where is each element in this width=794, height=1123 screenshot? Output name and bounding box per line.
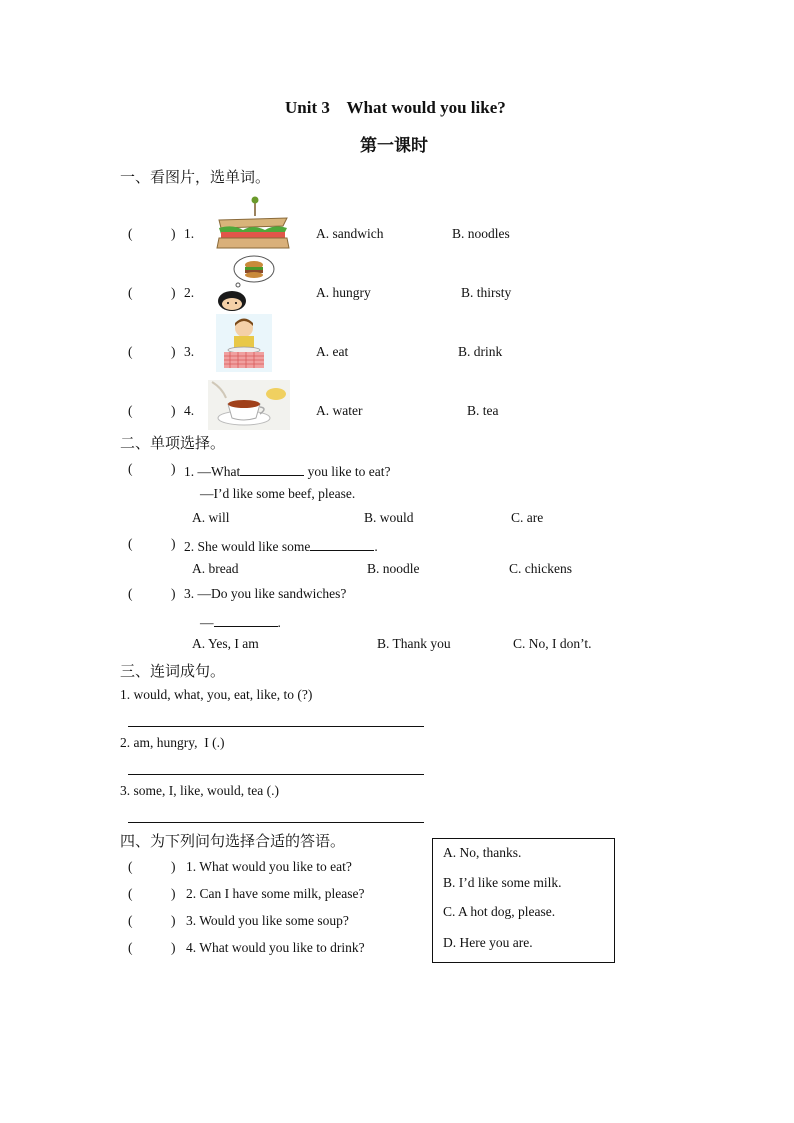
bracket-open: (: [128, 940, 133, 955]
bracket-close: ): [171, 886, 176, 901]
bracket-close: ): [171, 461, 176, 476]
bracket-open: (: [128, 536, 133, 551]
question-number: 1.: [184, 226, 195, 241]
option-a: A. water: [316, 403, 363, 418]
answer-option: A. No, thanks.: [443, 845, 522, 860]
option-b: B. tea: [467, 403, 499, 418]
bracket-close: ): [171, 940, 176, 955]
bracket-close: ): [171, 913, 176, 928]
bracket-open: (: [128, 886, 133, 901]
boy-eating-icon: [216, 314, 272, 372]
match-question: 4. What would you like to drink?: [186, 940, 365, 955]
question-number: 2.: [184, 285, 195, 300]
option-a: A. will: [192, 510, 230, 525]
word-order-item: 3. some, I, like, would, tea (.): [120, 783, 279, 798]
option-b: B. thirsty: [461, 285, 512, 300]
section-1-heading: 一、看图片，选单词。: [120, 170, 271, 186]
bracket-open: (: [128, 913, 133, 928]
bracket-open: (: [128, 226, 133, 241]
tea-cup-icon: [208, 380, 290, 430]
word-order-item: 2. am, hungry, I (.): [120, 735, 225, 750]
option-a: A. eat: [316, 344, 349, 359]
answer-option: C. A hot dog, please.: [443, 904, 556, 919]
question-text: 2. She would like some: [184, 539, 311, 554]
question-text: you like to eat?: [304, 464, 391, 479]
option-b: B. would: [364, 510, 414, 525]
page-subtitle: 第一课时: [360, 136, 428, 155]
answer-line[interactable]: [128, 774, 424, 775]
match-question: 2. Can I have some milk, please?: [186, 886, 365, 901]
answer-option: B. I’d like some milk.: [443, 875, 562, 890]
bracket-close: ): [171, 586, 176, 601]
answer-blank[interactable]: [240, 461, 304, 476]
bracket-close: ): [171, 285, 176, 300]
question-2-2: [184, 536, 378, 555]
hungry-girl-icon: [214, 253, 278, 311]
option-a: A. sandwich: [316, 226, 384, 241]
bracket-open: (: [128, 586, 133, 601]
bracket-open: (: [128, 344, 133, 359]
question-text: 1. —What: [184, 464, 241, 479]
option-a: A. hungry: [316, 285, 371, 300]
option-b: B. drink: [458, 344, 503, 359]
page-title: Unit 3 What would you like?: [285, 98, 506, 117]
option-c: C. chickens: [509, 561, 572, 576]
answer-line[interactable]: [128, 726, 424, 727]
bracket-close: ): [171, 536, 176, 551]
bracket-open: (: [128, 403, 133, 418]
sandwich-icon: [213, 196, 293, 252]
bracket-open: (: [128, 859, 133, 874]
question-text: .: [374, 539, 378, 554]
option-a: A. bread: [192, 561, 239, 576]
word-order-item: 1. would, what, you, eat, like, to (?): [120, 687, 313, 702]
reply-dash: —: [200, 615, 214, 630]
bracket-close: ): [171, 859, 176, 874]
bracket-close: ): [171, 226, 176, 241]
section-2-heading: 二、单项选择。: [120, 436, 226, 452]
question-2-3: 3. —Do you like sandwiches?: [184, 586, 347, 601]
question-reply: [200, 612, 281, 631]
match-question: 1. What would you like to eat?: [186, 859, 352, 874]
option-c: C. are: [511, 510, 544, 525]
bracket-open: (: [128, 461, 133, 476]
option-b: B. noodle: [367, 561, 420, 576]
option-b: B. Thank you: [377, 636, 451, 651]
bracket-open: (: [128, 285, 133, 300]
match-question: 3. Would you like some soup?: [186, 913, 349, 928]
answer-blank[interactable]: [214, 612, 278, 627]
question-reply: —I’d like some beef, please.: [200, 486, 356, 501]
answer-option: D. Here you are.: [443, 935, 533, 950]
answer-blank[interactable]: [310, 536, 374, 551]
reply-end: .: [277, 615, 281, 630]
bracket-close: ): [171, 344, 176, 359]
option-a: A. Yes, I am: [192, 636, 259, 651]
section-4-heading: 四、为下列问句选择合适的答语。: [120, 834, 346, 850]
option-b: B. noodles: [452, 226, 510, 241]
question-number: 3.: [184, 344, 195, 359]
bracket-close: ): [171, 403, 176, 418]
question-number: 4.: [184, 403, 195, 418]
answer-line[interactable]: [128, 822, 424, 823]
option-c: C. No, I don’t.: [513, 636, 592, 651]
question-2-1: [184, 461, 390, 480]
section-3-heading: 三、连词成句。: [120, 664, 226, 680]
